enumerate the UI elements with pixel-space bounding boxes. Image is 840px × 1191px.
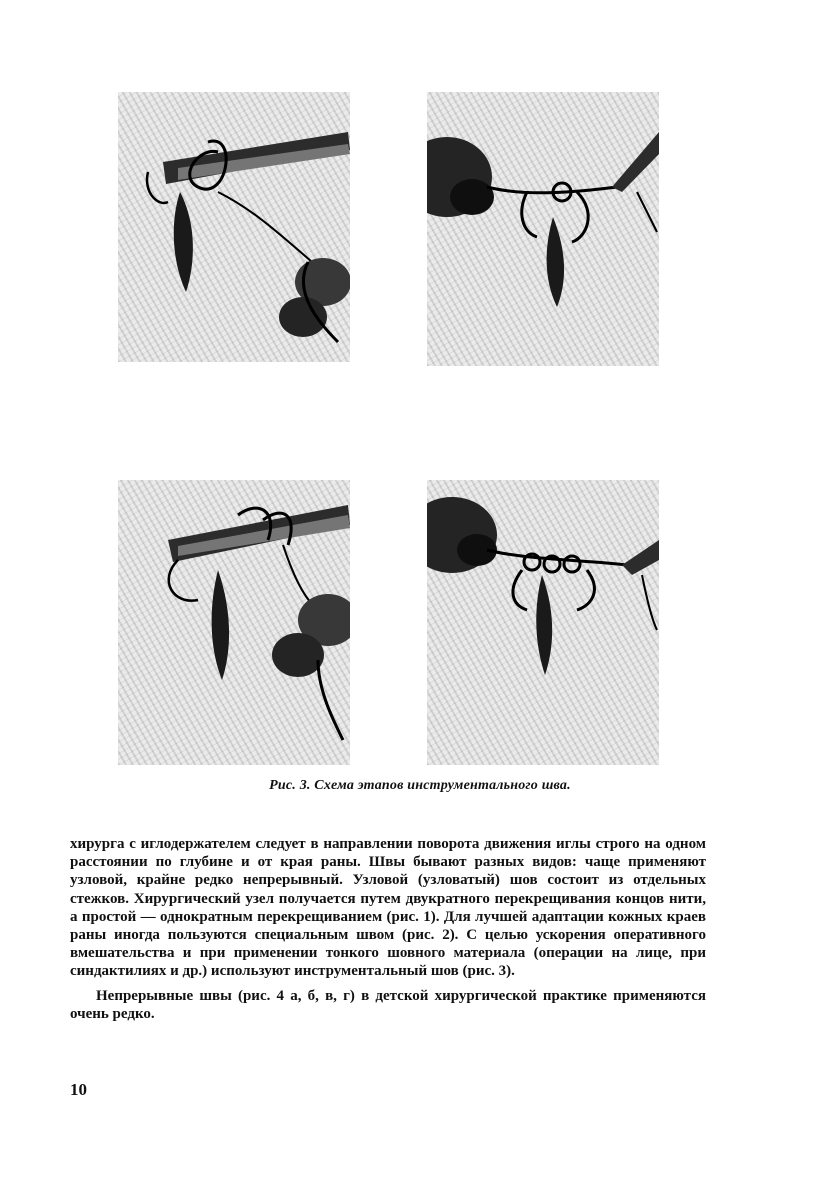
figure-photo-stage-4: [427, 480, 659, 765]
figure-photo-stage-3: [118, 480, 350, 765]
figure-photo-stage-2: [427, 92, 659, 366]
body-text: [70, 835, 706, 1023]
figure-caption: Рис. 3. Схема этапов инструментального шва.: [269, 778, 571, 793]
page-number: 10: [70, 1080, 87, 1099]
paragraph-2: Непрерывные швы (рис. 4 а, б, в, г) в детской хирургической практике применяются очень редко.: [70, 987, 706, 1022]
paragraph-1: хирурга с иглодержателем следует в направлении поворота движения иглы строго на одном расстоянии по глубине и от края раны. Швы бывают разных видов: чаще применяют узловой, крайне редко непрерывный. Узловой (узловатый) шов состоит из отдельных стежков. Хирургический узел получается путем двукратного перекрещивания концов нити, а простой — однократным перекрещиванием (рис. 1). Для лучшей адаптации кожных краев раны иногда пользуются специальным швом (рис. 2). С целью ускорения оперативного вмешательства и при применении тонкого шовного материала (операции на лице, при синдактилиях и др.) используют инструментальный шов (рис. 3).: [70, 836, 706, 980]
stage-1-illustration: [118, 92, 350, 362]
stage-4-illustration: [427, 480, 659, 765]
stage-3-illustration: [118, 480, 350, 765]
figure-photo-stage-1: [118, 92, 350, 362]
stage-2-illustration: [427, 92, 659, 366]
